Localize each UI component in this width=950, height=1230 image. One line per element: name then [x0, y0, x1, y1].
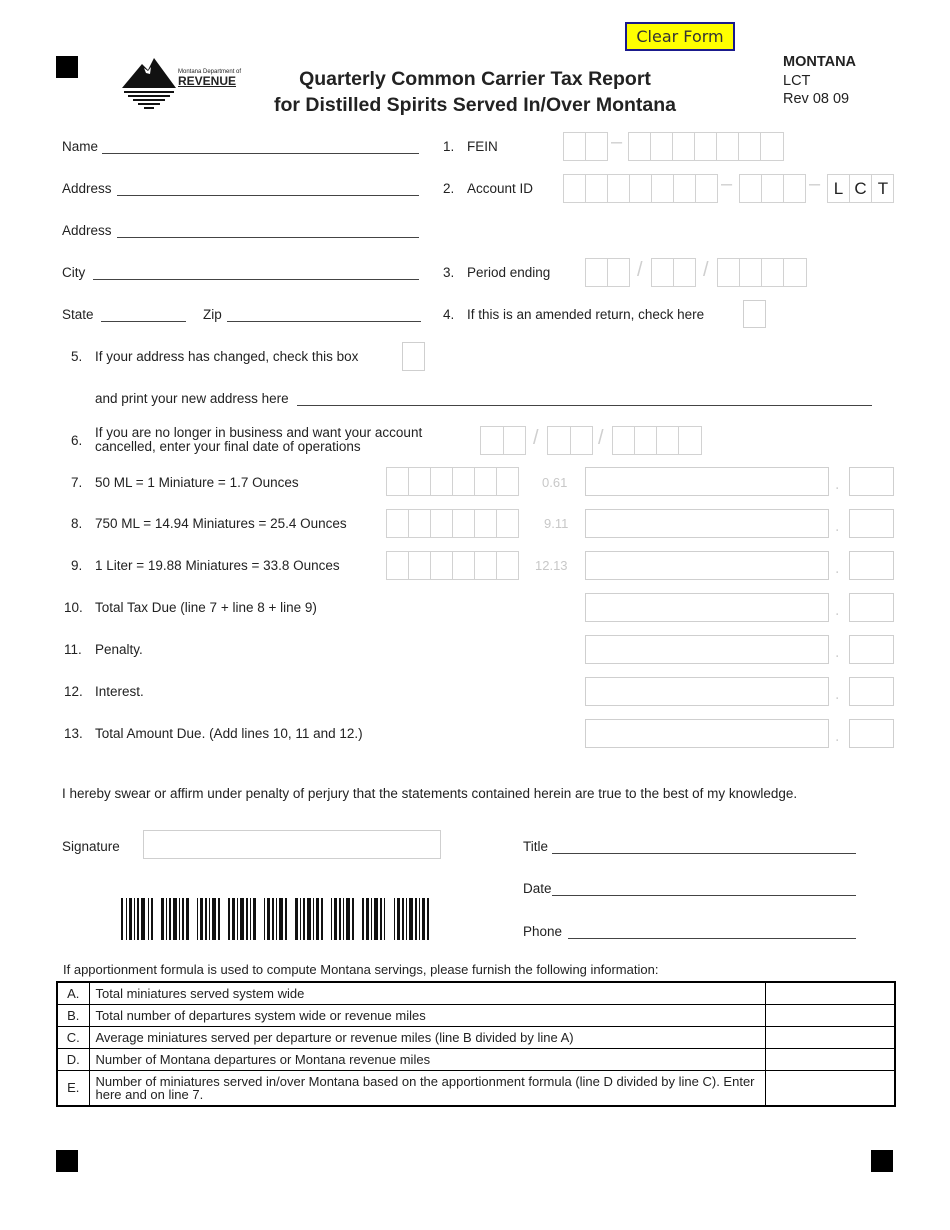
amended-checkbox[interactable] — [743, 300, 766, 328]
line7-dollars-input[interactable] — [585, 467, 829, 496]
new-address-field[interactable] — [297, 391, 872, 406]
revision-label: Rev 08 09 — [783, 91, 850, 107]
line8-quantity-input[interactable] — [386, 509, 519, 538]
city-field[interactable] — [93, 265, 419, 280]
line9-quantity-input[interactable] — [386, 551, 519, 580]
table-row — [57, 1070, 895, 1106]
address-changed-checkbox[interactable] — [402, 342, 425, 371]
signature-input[interactable] — [143, 830, 441, 859]
line11-cents-input[interactable] — [849, 635, 894, 664]
registration-mark-bottom-right — [871, 1150, 893, 1172]
barcode — [121, 898, 431, 940]
row-description: Number of miniatures served in/over Montana based on the apportionment formula (line D divided by line C). Enter here and on line 7. — [89, 1070, 765, 1106]
address1-label: Address — [62, 181, 112, 196]
form-id-block — [783, 53, 856, 109]
table-row — [57, 1026, 895, 1048]
name-field[interactable] — [102, 139, 419, 154]
line10-dollars-input[interactable] — [585, 593, 829, 622]
line1-number: 1. — [443, 139, 455, 154]
line12-cents-input[interactable] — [849, 677, 894, 706]
line8-rate: 9.11 — [544, 516, 569, 531]
title-field[interactable] — [552, 839, 856, 854]
line8-dollars-input[interactable] — [585, 509, 829, 538]
line13-cents-input[interactable] — [849, 719, 894, 748]
final-month-input[interactable] — [480, 426, 526, 455]
line7-rate: 0.61 — [542, 475, 568, 490]
fein-prefix-input[interactable] — [563, 132, 608, 161]
table-row — [57, 1004, 895, 1026]
line9-rate: 12.13 — [535, 558, 568, 573]
row-description: Average miniatures served per departure or revenue miles (line B divided by line A) — [89, 1026, 765, 1048]
line9-dollars-input[interactable] — [585, 551, 829, 580]
fein-main-input[interactable] — [628, 132, 784, 161]
line8-decimal: . — [835, 518, 840, 535]
period-day-input[interactable] — [651, 258, 696, 287]
line2-number: 2. — [443, 181, 455, 196]
zip-label: Zip — [203, 307, 222, 322]
address1-field[interactable] — [117, 181, 419, 196]
registration-mark-top-left — [56, 56, 78, 78]
account-id-dash2: – — [809, 173, 821, 195]
address-changed-label: If your address has changed, check this box — [95, 349, 359, 364]
zip-field[interactable] — [227, 307, 421, 322]
line13-label: Total Amount Due. (Add lines 10, 11 and 12.) — [95, 726, 363, 741]
state-label-field: State — [62, 307, 94, 322]
barcode-icon — [121, 898, 431, 940]
address2-field[interactable] — [117, 223, 419, 238]
period-ending-label: Period ending — [467, 265, 551, 280]
period-year-input[interactable] — [717, 258, 807, 287]
state-field[interactable] — [101, 307, 186, 322]
line9-cents-input[interactable] — [849, 551, 894, 580]
line12-label: Interest. — [95, 684, 144, 699]
line7-number: 7. — [71, 475, 83, 490]
account-id-label: Account ID — [467, 181, 534, 196]
line4-number: 4. — [443, 307, 455, 322]
row-a-value-input[interactable] — [765, 982, 895, 1004]
final-slash1: / — [533, 427, 539, 449]
apportionment-table — [56, 981, 896, 1107]
form-title — [240, 66, 710, 118]
form-code: LCT — [783, 72, 811, 89]
line12-dollars-input[interactable] — [585, 677, 829, 706]
revenue-logo — [120, 54, 242, 112]
period-slash2: / — [703, 259, 709, 281]
logo-name-text: REVENUE — [178, 74, 237, 88]
table-row — [57, 1048, 895, 1070]
line11-decimal: . — [835, 644, 840, 661]
date-label: Date — [523, 881, 552, 896]
line11-dollars-input[interactable] — [585, 635, 829, 664]
cancel-account-label: If you are no longer in business and want your account cancelled, enter your final date of operations — [95, 425, 423, 454]
account-id-part1-input[interactable] — [563, 174, 718, 203]
table-row — [57, 982, 895, 1004]
account-id-suffix: L C T — [827, 174, 894, 203]
line10-label: Total Tax Due (line 7 + line 8 + line 9) — [95, 600, 317, 615]
phone-label: Phone — [523, 924, 563, 939]
city-label: City — [62, 265, 86, 280]
row-letter: E. — [57, 1070, 89, 1106]
line10-cents-input[interactable] — [849, 593, 894, 622]
line7-label: 50 ML = 1 Miniature = 1.7 Ounces — [95, 475, 299, 490]
line9-number: 9. — [71, 558, 83, 573]
line12-decimal: . — [835, 686, 840, 703]
line13-number: 13. — [64, 726, 83, 741]
line7-cents-input[interactable] — [849, 467, 894, 496]
row-e-value-input[interactable] — [765, 1070, 895, 1106]
line9-label: 1 Liter = 19.88 Miniatures = 33.8 Ounces — [95, 558, 340, 573]
line7-quantity-input[interactable] — [386, 467, 519, 496]
form-title-line1: Quarterly Common Carrier Tax Report — [299, 68, 651, 90]
phone-field[interactable] — [568, 924, 856, 939]
period-slash1: / — [637, 259, 643, 281]
clear-form-button[interactable]: Clear Form — [625, 22, 735, 51]
line3-number: 3. — [443, 265, 455, 280]
row-b-value-input[interactable] — [765, 1004, 895, 1026]
name-label: Name — [62, 139, 99, 154]
final-slash2: / — [598, 427, 604, 449]
line11-label: Penalty. — [95, 642, 143, 657]
line8-label: 750 ML = 14.94 Miniatures = 25.4 Ounces — [95, 516, 347, 531]
account-id-dash1: – — [721, 173, 733, 195]
row-c-value-input[interactable] — [765, 1026, 895, 1048]
line5-number: 5. — [71, 349, 83, 364]
line8-number: 8. — [71, 516, 83, 531]
final-year-input[interactable] — [612, 426, 702, 455]
title-label: Title — [523, 839, 549, 854]
date-field[interactable] — [552, 881, 856, 896]
row-letter: C. — [57, 1026, 89, 1048]
row-letter: A. — [57, 982, 89, 1004]
line13-dollars-input[interactable] — [585, 719, 829, 748]
registration-mark-bottom-left — [56, 1150, 78, 1172]
final-day-input[interactable] — [547, 426, 593, 455]
state-label: MONTANA — [783, 54, 857, 70]
line13-decimal: . — [835, 728, 840, 745]
row-description: Total miniatures served system wide — [89, 982, 765, 1004]
amended-label: If this is an amended return, check here — [467, 307, 705, 322]
line7-decimal: . — [835, 476, 840, 493]
signature-label: Signature — [62, 839, 120, 854]
attestation-text: I hereby swear or affirm under penalty of perjury that the statements contained herein are true to the best of my knowledge. — [62, 786, 798, 801]
form-title-line2: for Distilled Spirits Served In/Over Montana — [273, 94, 676, 116]
row-letter: D. — [57, 1048, 89, 1070]
line10-number: 10. — [64, 600, 83, 615]
fein-label: FEIN — [467, 139, 498, 154]
line9-decimal: . — [835, 560, 840, 577]
account-id-part2-input[interactable] — [739, 174, 806, 203]
apportionment-intro: If apportionment formula is used to compute Montana servings, please furnish the following information: — [63, 962, 659, 977]
fein-dash: – — [611, 131, 623, 153]
line11-number: 11. — [64, 642, 82, 657]
row-d-value-input[interactable] — [765, 1048, 895, 1070]
row-description: Total number of departures system wide or revenue miles — [89, 1004, 765, 1026]
new-address-label: and print your new address here — [95, 391, 289, 406]
row-letter: B. — [57, 1004, 89, 1026]
row-description: Number of Montana departures or Montana revenue miles — [89, 1048, 765, 1070]
address2-label: Address — [62, 223, 112, 238]
line12-number: 12. — [64, 684, 83, 699]
line8-cents-input[interactable] — [849, 509, 894, 538]
logo-dept-text: Montana Department of — [178, 69, 242, 75]
period-month-input[interactable] — [585, 258, 630, 287]
line6-number: 6. — [71, 433, 83, 448]
line10-decimal: . — [835, 602, 840, 619]
